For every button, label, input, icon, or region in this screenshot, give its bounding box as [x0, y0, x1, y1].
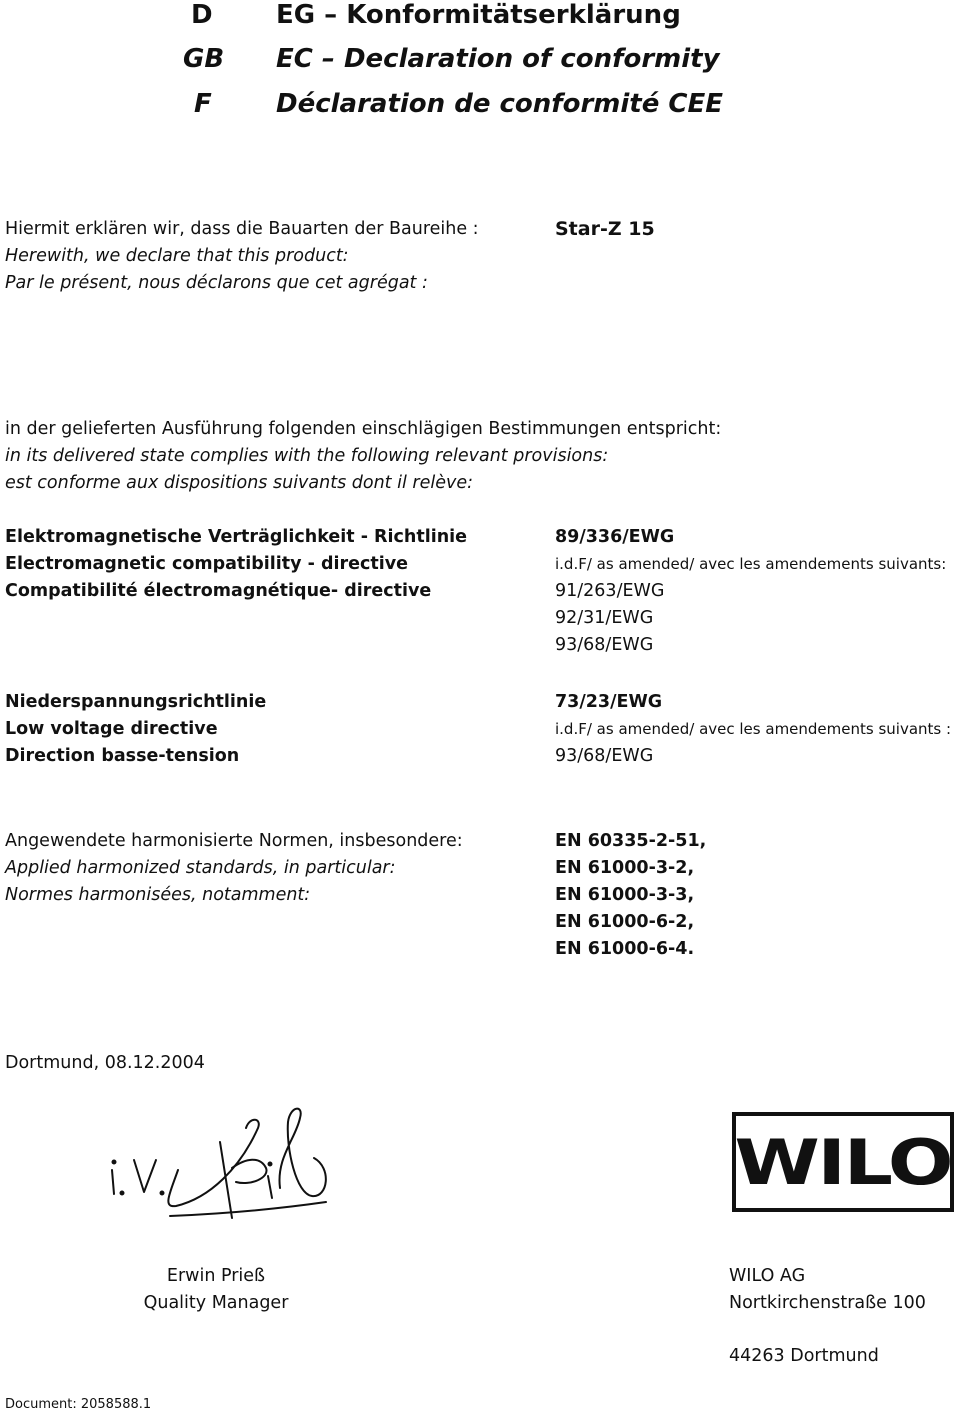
signatory-role: Quality Manager [143, 1293, 289, 1313]
standards-label-de: Angewendete harmonisierte Normen, insbesondere: [5, 831, 463, 851]
standard-item: EN 61000-6-2, [555, 912, 695, 932]
emc-amendment: 93/68/EWG [555, 635, 654, 655]
compliance-en: in its delivered state complies with the following relevant provisions: [5, 446, 609, 466]
title-de: EG – Konformitätserklärung [276, 0, 681, 30]
product-intro-en: Herewith, we declare that this product: [5, 246, 349, 266]
lvd-label-en: Low voltage directive [5, 719, 218, 739]
standard-item: EN 60335-2-51, [555, 831, 707, 851]
lvd-directive-labels [5, 689, 266, 770]
signatory [100, 1263, 332, 1317]
company-street: Nortkirchenstraße 100 [729, 1293, 926, 1313]
compliance-fr: est conforme aux dispositions suivants dont il relève: [5, 473, 473, 493]
lang-code-gb: GB [183, 44, 225, 74]
lang-code-de: D [191, 0, 213, 30]
standard-item: EN 61000-6-4. [555, 939, 695, 959]
place-date: Dortmund, 08.12.2004 [5, 1053, 205, 1073]
company-address [729, 1263, 926, 1317]
product-intro [5, 216, 479, 297]
standards-labels [5, 828, 463, 909]
compliance-de: in der gelieferten Ausführung folgenden einschlägigen Bestimmungen entspricht: [5, 419, 722, 439]
wilo-logo [732, 1112, 954, 1212]
lvd-directive-codes [555, 689, 951, 770]
compliance-statement [5, 416, 721, 497]
emc-directive-codes [555, 524, 946, 659]
lang-code-f: F [194, 89, 212, 119]
emc-directive-labels [5, 524, 467, 605]
standards-label-fr: Normes harmonisées, notamment: [5, 885, 311, 905]
emc-code: 89/336/EWG [555, 527, 675, 547]
wilo-logo-text: WILO [734, 1125, 952, 1199]
lvd-label-fr: Direction basse-tension [5, 746, 240, 766]
product-intro-fr: Par le présent, nous déclarons que cet agrégat : [5, 273, 428, 293]
product-name: Star-Z 15 [555, 218, 655, 240]
standard-item: EN 61000-3-3, [555, 885, 695, 905]
signature-drawing [100, 1098, 340, 1223]
emc-label-de: Elektromagnetische Verträglichkeit - Richtlinie [5, 527, 468, 547]
lvd-code: 73/23/EWG [555, 692, 663, 712]
lvd-amended-note: i.d.F/ as amended/ avec les amendements suivants : [555, 720, 952, 738]
document-number: Document: 2058588.1 [5, 1397, 152, 1412]
standard-item: EN 61000-3-2, [555, 858, 695, 878]
signature-image [100, 1098, 340, 1223]
title-en: EC – Declaration of conformity [276, 44, 720, 74]
emc-amendment: 91/263/EWG [555, 581, 665, 601]
company-name: WILO AG [729, 1266, 806, 1286]
emc-label-fr: Compatibilité électromagnétique- directive [5, 581, 432, 601]
signatory-name: Erwin Prieß [166, 1266, 266, 1286]
emc-amended-note: i.d.F/ as amended/ avec les amendements suivants: [555, 555, 947, 573]
lvd-amendment: 93/68/EWG [555, 746, 654, 766]
lvd-label-de: Niederspannungsrichtlinie [5, 692, 267, 712]
product-intro-de: Hiermit erklären wir, dass die Bauarten der Baureihe : [5, 219, 479, 239]
title-fr: Déclaration de conformité CEE [276, 89, 724, 119]
standards-label-en: Applied harmonized standards, in particular: [5, 858, 396, 878]
company-city: 44263 Dortmund [729, 1346, 879, 1366]
emc-amendment: 92/31/EWG [555, 608, 654, 628]
emc-label-en: Electromagnetic compatibility - directive [5, 554, 409, 574]
standards-list [555, 828, 706, 963]
